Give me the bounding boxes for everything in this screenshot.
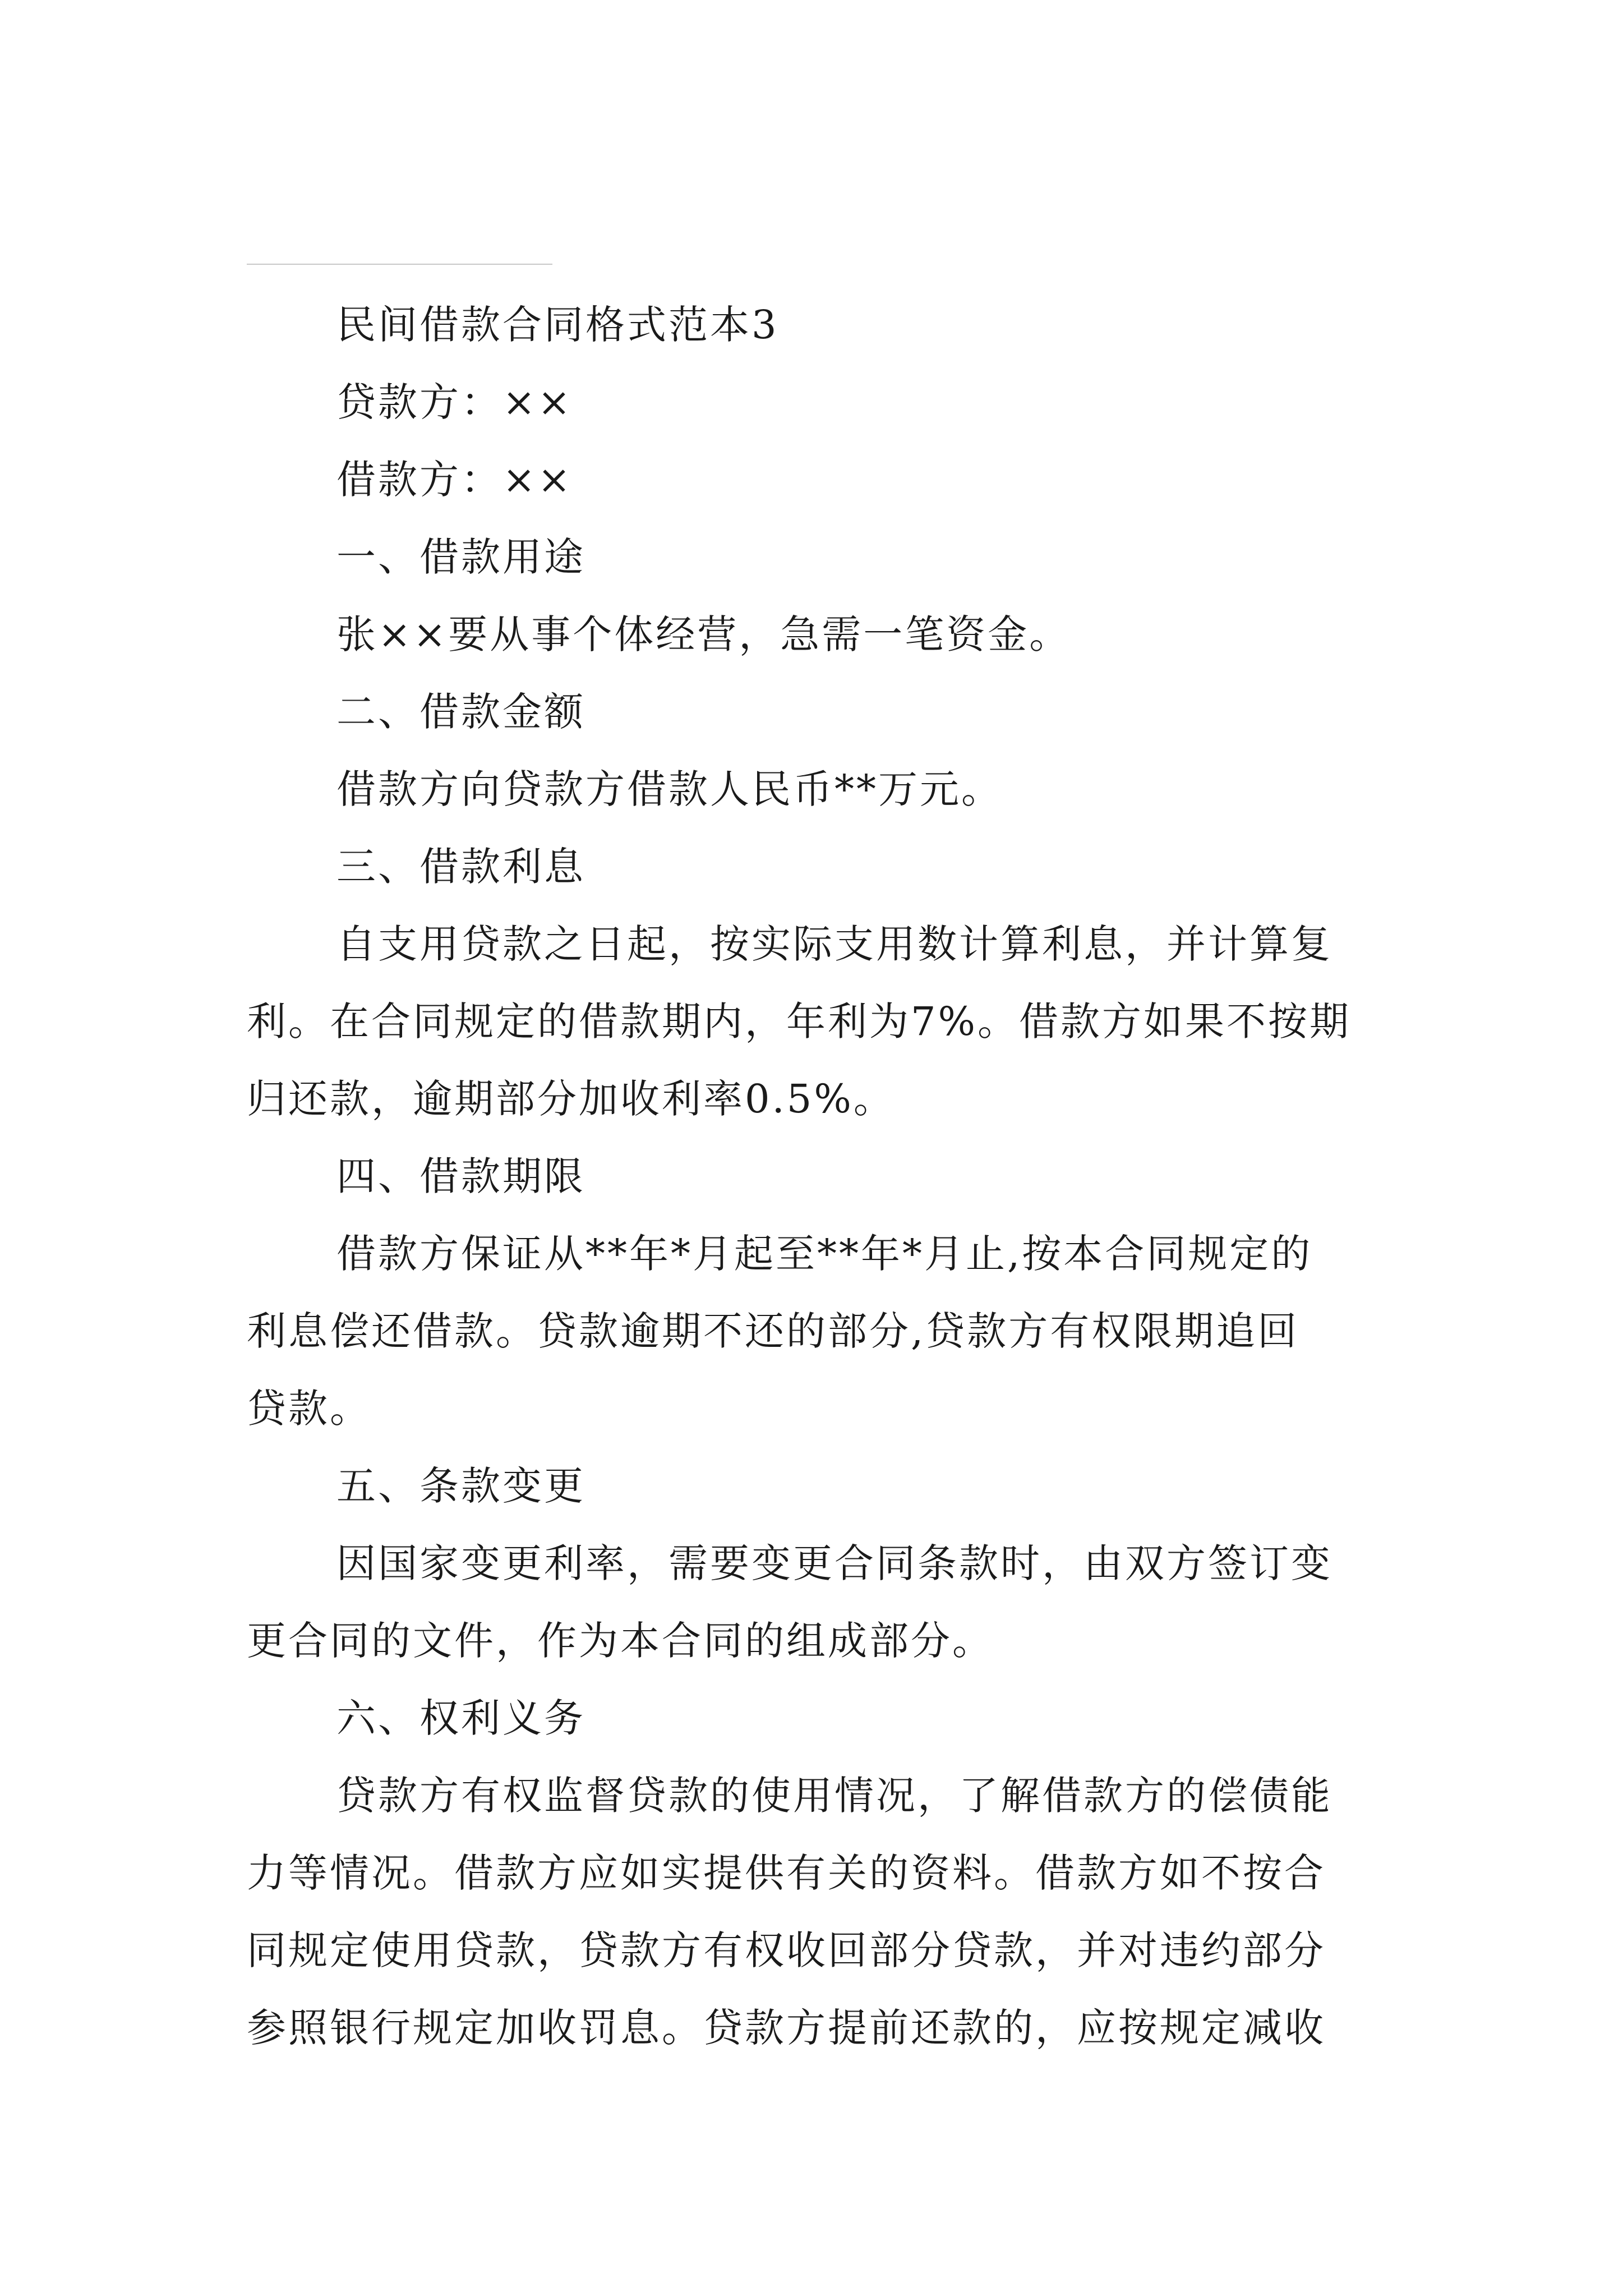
body-line: 借款方向贷款方借款人民币**万元。 (336, 766, 1003, 812)
document-body (247, 286, 1391, 2067)
section-heading-interest: 三、借款利息 (336, 844, 585, 890)
section-heading-amendment: 五、条款变更 (336, 1463, 585, 1509)
document-title: 民间借款合同格式范本3 (336, 302, 779, 348)
body-line: 利。在合同规定的借款期内，年利为7%。借款方如果不按期 (247, 999, 1352, 1045)
lender-line: 贷款方：×× (336, 379, 573, 425)
body-line: 更合同的文件，作为本合同的组成部分。 (247, 1618, 994, 1664)
header-divider (247, 264, 552, 265)
body-line: 因国家变更利率，需要变更合同条款时，由双方签订变 (336, 1540, 1332, 1586)
section-body-interest (247, 905, 1391, 1138)
body-line: 力等情况。借款方应如实提供有关的资料。借款方如不按合 (247, 1850, 1326, 1896)
section-body-amount (247, 751, 1391, 828)
body-line: 贷款方有权监督贷款的使用情况，了解借款方的偿债能 (336, 1773, 1332, 1819)
body-line: 同规定使用贷款，贷款方有权收回部分贷款，并对违约部分 (247, 1927, 1326, 1973)
section-body-purpose (247, 596, 1391, 673)
section-heading-term: 四、借款期限 (336, 1153, 585, 1199)
body-line: 贷款。 (247, 1386, 371, 1432)
section-body-rights (247, 1757, 1391, 2067)
body-line: 自支用贷款之日起，按实际支用数计算利息，并计算复 (336, 921, 1332, 967)
body-line: 归还款，逾期部分加收利率0.5%。 (247, 1076, 895, 1122)
body-line: 张××要从事个体经营，急需一笔资金。 (336, 611, 1071, 657)
section-body-amendment (247, 1525, 1391, 1680)
section-body-term (247, 1215, 1391, 1447)
body-line: 借款方保证从**年*月起至**年*月止,按本合同规定的 (336, 1231, 1313, 1277)
section-heading-rights: 六、权利义务 (336, 1695, 585, 1741)
section-heading-purpose: 一、借款用途 (336, 534, 585, 580)
body-line: 参照银行规定加收罚息。贷款方提前还款的，应按规定减收 (247, 2005, 1326, 2051)
borrower-line: 借款方：×× (336, 457, 573, 503)
body-line: 利息偿还借款。贷款逾期不还的部分,贷款方有权限期追回 (247, 1308, 1299, 1354)
section-heading-amount: 二、借款金额 (336, 689, 585, 735)
